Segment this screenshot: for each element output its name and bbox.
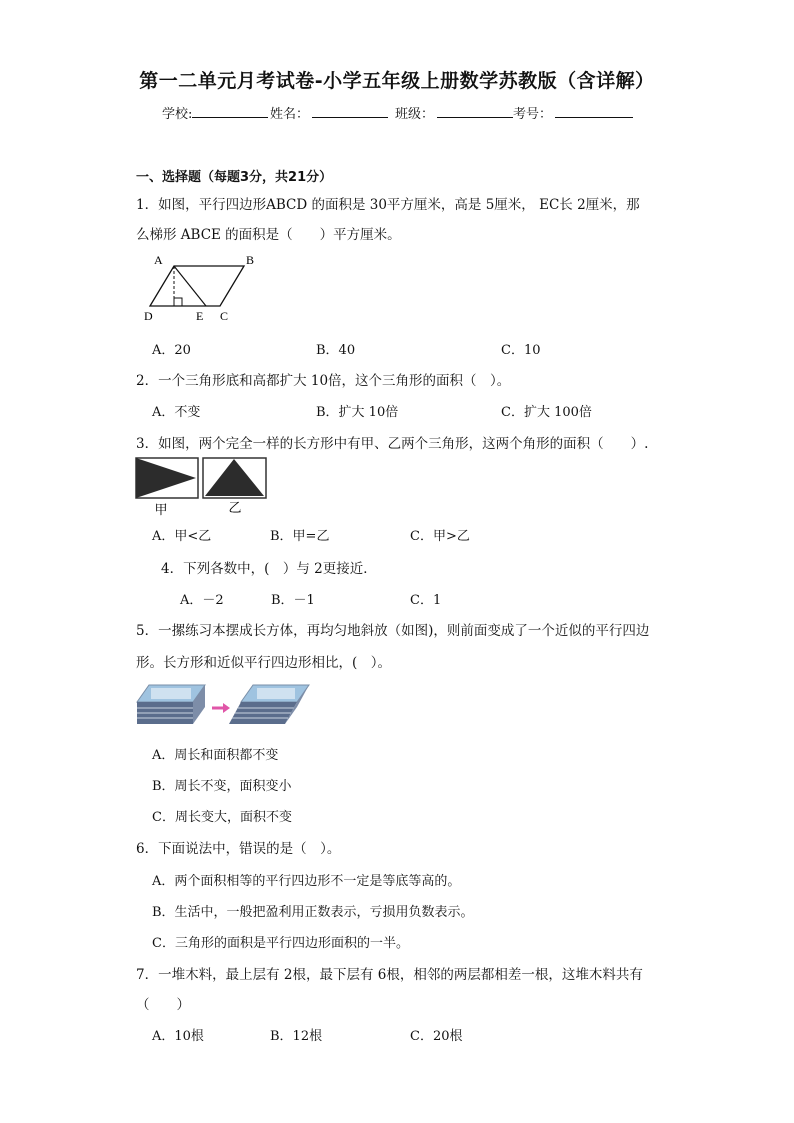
parallelogram-figure [138,250,268,325]
q1-option-a[interactable]: A．20 [152,343,191,358]
label-yi: 乙 [228,501,242,516]
question-2: 2．一个三角形底和高都扩大 10倍，这个三角形的面积（ ）。 [136,373,511,389]
q2-option-c[interactable]: C．扩大 100倍 [501,405,592,420]
q5-option-b[interactable]: B．周长不变，面积变小 [152,779,292,794]
number-label: 考号： [513,107,553,122]
q4-option-b[interactable]: B．－1 [271,593,315,608]
q1-option-b[interactable]: B．40 [316,343,356,358]
label-a: A [154,253,163,267]
page-title: 第一二单元月考试卷-小学五年级上册数学苏教版（含详解） [139,70,655,92]
question-6: 6．下面说法中，错误的是（ ）。 [136,841,341,857]
question-1-line-2: 么梯形 ABCE 的面积是（ ）平方厘米。 [136,227,401,243]
label-e: E [196,309,204,323]
q6-option-b[interactable]: B．生活中，一般把盈利用正数表示，亏损用负数表示。 [152,905,474,920]
school-blank [192,103,268,118]
q2-option-a[interactable]: A．不变 [152,405,201,420]
question-3: 3．如图，两个完全一样的长方形中有甲、乙两个三角形，这两个角形的面积（ ）. [136,436,649,452]
q4-option-c[interactable]: C．1 [410,593,442,608]
q7-option-c[interactable]: C．20根 [410,1029,463,1044]
class-label: 班级： [395,107,435,122]
q7-option-a[interactable]: A．10根 [152,1029,204,1044]
q6-option-a[interactable]: A．两个面积相等的平行四边形不一定是等底等高的。 [152,874,461,889]
class-blank [437,103,513,118]
question-1-line-1: 1．如图，平行四边形ABCD 的面积是 30平方厘米，高是 5厘米， EC长 2厘米，那 [136,197,640,213]
q2-option-b[interactable]: B．扩大 10倍 [316,405,399,420]
q7-option-b[interactable]: B．12根 [270,1029,323,1044]
question-5-line-2: 形。长方形和近似平行四边形相比，( ）。 [136,655,392,671]
q1-option-c[interactable]: C．10 [501,343,541,358]
label-b: B [246,253,255,267]
q5-option-a[interactable]: A．周长和面积都不变 [152,748,279,763]
question-7-line-2: （ ） [136,997,190,1013]
name-blank [312,103,388,118]
notebooks-figure [135,682,310,727]
label-c: C [220,309,229,323]
q6-option-c[interactable]: C．三角形的面积是平行四边形面积的一半。 [152,936,409,951]
q3-option-a[interactable]: A．甲<乙 [152,529,212,544]
number-blank [555,103,633,118]
q5-option-c[interactable]: C．周长变大，面积不变 [152,810,292,825]
label-d: D [144,309,153,323]
question-7-line-1: 7．一堆木料，最上层有 2根，最下层有 6根，相邻的两层都相差一根，这堆木料共有 [136,967,643,983]
question-5-line-1: 5．一摞练习本摆成长方体，再均匀地斜放（如图)，则前面变成了一个近似的平行四边 [136,623,650,639]
label-jia: 甲 [154,503,168,517]
school-label: 学校: [162,107,193,122]
question-4: 4．下列各数中，( ）与 2更接近． [161,561,377,577]
triangles-figure [134,455,270,517]
section-heading: 一、选择题（每题3分，共21分） [136,170,333,185]
q3-option-b[interactable]: B．甲=乙 [270,529,330,544]
q4-option-a[interactable]: A．－2 [180,593,224,608]
name-label: 姓名： [270,107,310,122]
q3-option-c[interactable]: C．甲>乙 [410,529,470,544]
